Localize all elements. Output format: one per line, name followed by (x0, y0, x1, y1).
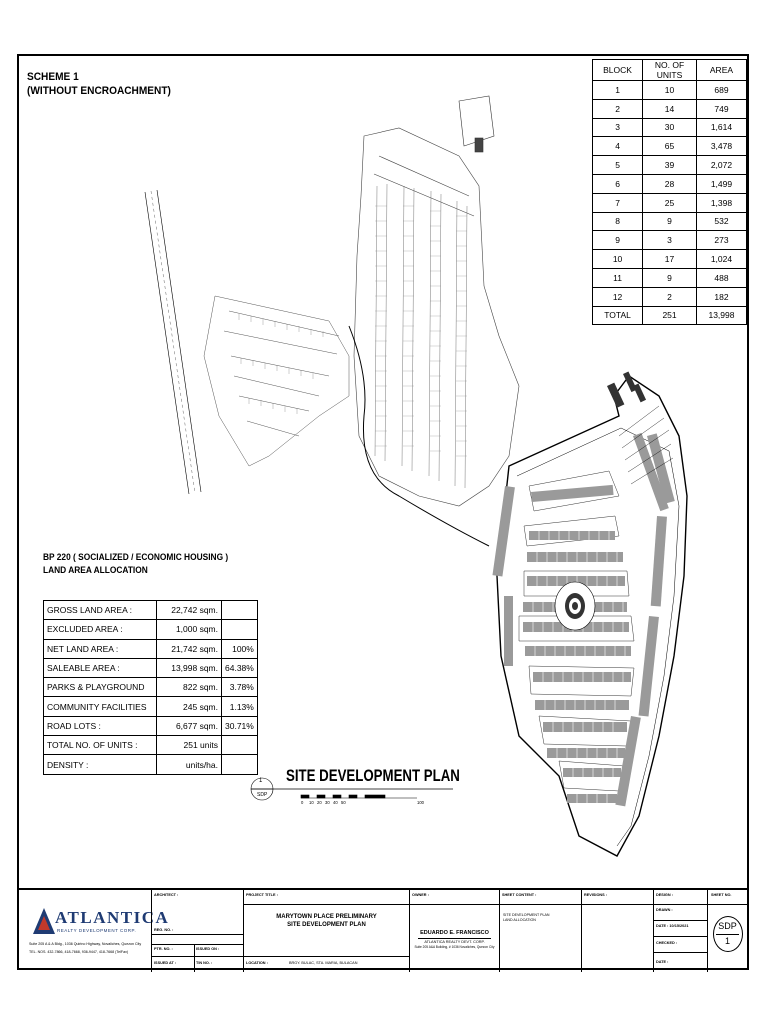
scale-label: 100 (417, 800, 424, 805)
owner-label: OWNER : (412, 893, 429, 897)
owner-company: ATLANTICA REALTY DEVT. CORP. (424, 940, 485, 944)
issued-at-label: ISSUED AT : (154, 961, 177, 965)
block-table (592, 59, 747, 325)
block-table-row (593, 268, 747, 287)
company-sub: REALTY DEVELOPMENT CORP. (57, 928, 137, 933)
date2-label: DATE : (656, 960, 669, 964)
block-table-cell: 4 (593, 137, 643, 156)
block-table-cell: 10 (593, 250, 643, 269)
allocation-row (44, 639, 258, 658)
revisions-label: REVISIONS : (584, 893, 607, 897)
allocation-value: 251 units (157, 736, 222, 755)
location-label: LOCATION : (246, 961, 268, 965)
block-table-header-cell: NO. OF UNITS (643, 60, 697, 81)
issued-on-label: ISSUED ON : (196, 947, 220, 951)
block-table-row (593, 287, 747, 306)
block-table-header (593, 60, 747, 81)
north-lot-columns (375, 184, 467, 488)
architect-cell (151, 890, 243, 972)
allocation-heading-2: LAND AREA ALLOCATION (43, 565, 148, 576)
block-table-cell: 1,499 (696, 174, 746, 193)
allocation-label: PARKS & PLAYGROUND (44, 678, 157, 697)
sheet-number-cell (707, 890, 747, 972)
block-table-cell: 9 (593, 231, 643, 250)
block-table-cell: 2,072 (696, 156, 746, 175)
allocation-row (44, 678, 258, 697)
allocation-row (44, 755, 258, 774)
block-table-cell: 12 (593, 287, 643, 306)
block-table-header-cell: AREA (696, 60, 746, 81)
block-table-row (593, 99, 747, 118)
highway-lines (145, 190, 201, 494)
allocation-label: EXCLUDED AREA : (44, 620, 157, 639)
scale-label: 10 (309, 800, 314, 805)
block-table-cell: 5 (593, 156, 643, 175)
project-title-1: MARYTOWN PLACE PRELIMINARY (276, 914, 377, 920)
block-table-cell: 9 (643, 268, 697, 287)
block-table-cell: 689 (696, 81, 746, 100)
allocation-row (44, 658, 258, 677)
block-table-cell: 273 (696, 231, 746, 250)
sheet-content-1: SITE DEVELOPMENT PLAN (503, 913, 550, 917)
scale-label: 30 (325, 800, 330, 805)
checked-label: CHECKED : (656, 941, 678, 945)
west-lot-ticks (239, 314, 323, 414)
block-table-cell: 251 (643, 306, 697, 325)
roundabout (555, 582, 595, 630)
block-table-cell: 13,998 (696, 306, 746, 325)
plan-title: SITE DEVELOPMENT PLAN (286, 766, 460, 785)
west-subdivision (204, 296, 349, 466)
detail-number: 1 (259, 778, 263, 784)
north-lot-ticks (375, 206, 467, 456)
project-title-2: SITE DEVELOPMENT PLAN (287, 922, 366, 928)
block-table-cell: 3 (643, 231, 697, 250)
north-subdivision (354, 128, 519, 506)
block-table-cell: 14 (643, 99, 697, 118)
block-table-cell: 532 (696, 212, 746, 231)
block-table-row (593, 306, 747, 325)
drawn-label: DRAWN : (656, 908, 673, 912)
block-table-cell: 25 (643, 193, 697, 212)
detail-ref: SDP (257, 792, 268, 798)
allocation-value: 22,742 sqm. (157, 601, 222, 620)
allocation-label: SALEABLE AREA : (44, 658, 157, 677)
block-table-cell: 6 (593, 174, 643, 193)
allocation-label: COMMUNITY FACILITIES (44, 697, 157, 716)
location-value: BRGY. BULAC, STA. MARIA, BULACAN (289, 961, 358, 965)
block-table-cell: 17 (643, 250, 697, 269)
block-table-row (593, 156, 747, 175)
owner-address: Suite 205 A&A Building, # 1036 Novaliches, Quezon City (414, 945, 495, 949)
title-block (19, 888, 747, 972)
block-table-cell: 2 (643, 287, 697, 306)
allocation-value: 245 sqm. (157, 697, 222, 716)
block-table-row (593, 137, 747, 156)
block-table-cell: 1,024 (696, 250, 746, 269)
allocation-percent (222, 736, 258, 755)
reg-label: REG. NO. : (154, 928, 174, 932)
ptr-label: PTR. NO. : (154, 947, 173, 951)
sheet-code: SDP (718, 921, 737, 931)
block-table-cell: 749 (696, 99, 746, 118)
date-label: DATE : 10/15/2021 (656, 924, 689, 928)
block-table-cell: 3 (593, 118, 643, 137)
block-table-cell: 3,478 (696, 137, 746, 156)
scale-bar (301, 795, 417, 798)
allocation-row (44, 620, 258, 639)
block-table-cell: 488 (696, 268, 746, 287)
scale-labels (301, 800, 424, 806)
allocation-value: 13,998 sqm. (157, 658, 222, 677)
scale-label: 50 (341, 800, 346, 805)
block-table-cell: 1 (593, 81, 643, 100)
block-table-row (593, 81, 747, 100)
allocation-percent: 30.71% (222, 716, 258, 735)
allocation-percent (222, 620, 258, 639)
allocation-value: units/ha. (157, 755, 222, 774)
allocation-percent: 64.38% (222, 658, 258, 677)
block-table-cell: 1,614 (696, 118, 746, 137)
owner-cell (409, 890, 499, 972)
allocation-percent (222, 755, 258, 774)
allocation-row (44, 716, 258, 735)
project-title-label: PROJECT TITLE : (246, 893, 278, 897)
revisions-cell (581, 890, 653, 972)
block-table-cell: TOTAL (593, 306, 643, 325)
allocation-heading-1: BP 220 ( SOCIALIZED / ECONOMIC HOUSING ) (43, 552, 229, 563)
allocation-percent: 3.78% (222, 678, 258, 697)
company-logo-icon (33, 908, 55, 934)
allocation-value: 6,677 sqm. (157, 716, 222, 735)
allocation-value: 1,000 sqm. (157, 620, 222, 639)
allocation-row (44, 697, 258, 716)
creek-line (349, 326, 489, 546)
tin-label: TIN NO. : (196, 961, 213, 965)
scheme-subtitle: (WITHOUT ENCROACHMENT) (27, 85, 171, 97)
block-table-cell: 9 (643, 212, 697, 231)
block-table-cell: 30 (643, 118, 697, 137)
allocation-value: 822 sqm. (157, 678, 222, 697)
architect-label: ARCHITECT : (154, 893, 179, 897)
allocation-label: TOTAL NO. OF UNITS : (44, 736, 157, 755)
block-table-row (593, 118, 747, 137)
block-table-row (593, 193, 747, 212)
block-table-cell: 1,398 (696, 193, 746, 212)
company-tel: TEL. NOS. 432-7866, 418-7668, 936-9447, 418-7668 (TelFax) (29, 950, 129, 954)
block-table-row (593, 250, 747, 269)
sheet-number-bubble (713, 916, 743, 952)
land-allocation-table (43, 600, 258, 775)
sheet-number: 1 (724, 936, 730, 946)
block-table-cell: 11 (593, 268, 643, 287)
allocation-label: ROAD LOTS : (44, 716, 157, 735)
company-name: ATLANTICA (55, 908, 170, 927)
block-table-header-cell: BLOCK (593, 60, 643, 81)
top-structure (459, 96, 494, 152)
scheme-title: SCHEME 1 (27, 71, 79, 83)
sheet-no-label: SHEET NO. (711, 893, 732, 897)
allocation-row (44, 601, 258, 620)
block-table-row (593, 212, 747, 231)
scale-label: 40 (333, 800, 338, 805)
allocation-percent (222, 601, 258, 620)
allocation-value: 21,742 sqm. (157, 639, 222, 658)
drawing-sheet (17, 54, 749, 970)
scale-label: 0 (301, 800, 304, 805)
block-table-row (593, 174, 747, 193)
owner-name: EDUARDO E. FRANCISCO (420, 930, 489, 936)
allocation-row (44, 736, 258, 755)
block-table-cell: 8 (593, 212, 643, 231)
allocation-label: GROSS LAND AREA : (44, 601, 157, 620)
sheet-content-2: LAND ALLOCATION (503, 918, 536, 922)
project-title-cell (243, 890, 409, 972)
block-table-cell: 10 (643, 81, 697, 100)
block-table-cell: 28 (643, 174, 697, 193)
allocation-heading (43, 551, 228, 577)
allocation-label: NET LAND AREA : (44, 639, 157, 658)
sheet-content-label: SHEET CONTENT : (502, 893, 537, 897)
sheet-content-cell (499, 890, 581, 972)
design-cell (653, 890, 707, 972)
block-table-row (593, 231, 747, 250)
block-table-cell: 39 (643, 156, 697, 175)
block-table-cell: 65 (643, 137, 697, 156)
block-table-cell: 7 (593, 193, 643, 212)
block-table-cell: 182 (696, 287, 746, 306)
main-development (492, 371, 687, 856)
scale-label: 20 (317, 800, 322, 805)
company-address: Suite 205 A & A Bldg., 1036 Quirino Highway, Novaliches, Quezon City (29, 942, 142, 946)
allocation-label: DENSITY : (44, 755, 157, 774)
design-label: DESIGN : (656, 893, 673, 897)
allocation-percent: 100% (222, 639, 258, 658)
block-table-cell: 2 (593, 99, 643, 118)
allocation-percent: 1.13% (222, 697, 258, 716)
